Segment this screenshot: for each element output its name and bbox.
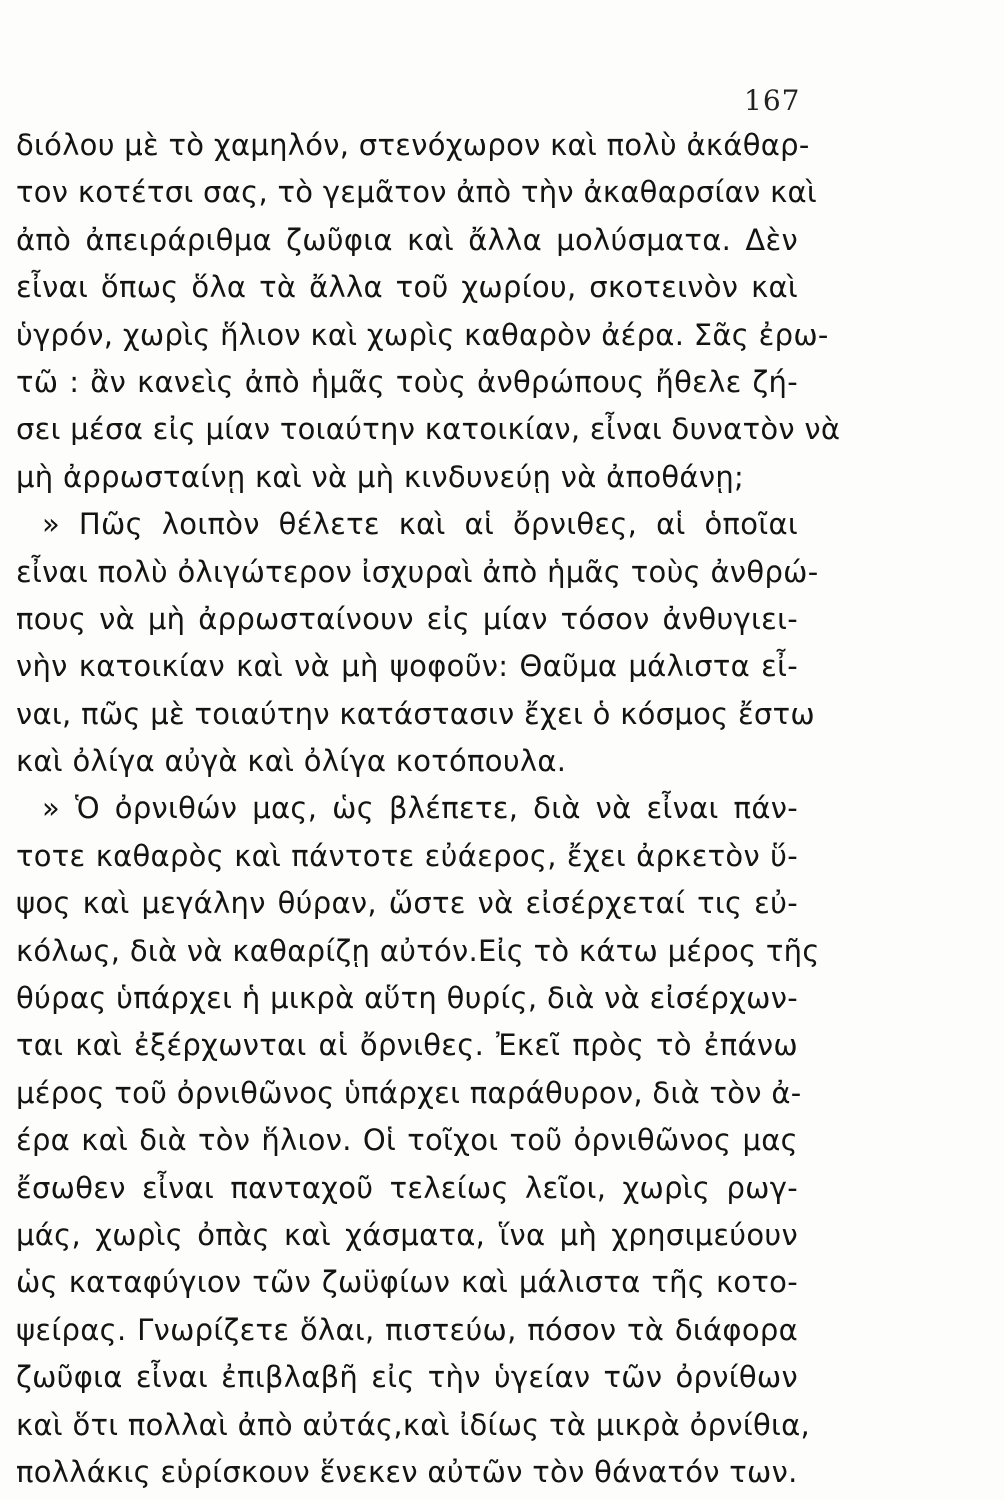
text-line: ται καὶ ἐξέρχωνται αἱ ὄρνιθες. Ἐκεῖ πρὸς τὸ ἐπάνω xyxy=(16,1028,798,1063)
text-line: ἔσωθεν εἶναι πανταχοῦ τελείως λεῖοι, χωρὶς ρωγ- xyxy=(16,1170,798,1205)
text-line: μάς, χωρὶς ὀπὰς καὶ χάσματα, ἵνα μὴ χρησιμεύουν xyxy=(16,1217,798,1252)
text-line: τον κοτέτσι σας, τὸ γεμᾶτον ἀπὸ τὴν ἀκαθαρσίαν καὶ xyxy=(16,175,817,210)
text-line: νὴν κατοικίαν καὶ νὰ μὴ ψοφοῦν: Θαῦμα μάλιστα εἶ- xyxy=(16,649,798,684)
text-line: ναι, πῶς μὲ τοιαύτην κατάστασιν ἔχει ὁ κόσμος ἔστω xyxy=(16,696,815,731)
text-line: » Πῶς λοιπὸν θέλετε καὶ αἱ ὄρνιθες, αἱ ὁποῖαι xyxy=(42,507,798,542)
text-line: ψείρας. Γνωρίζετε ὅλαι, πιστεύω, πόσον τὰ διάφορα xyxy=(16,1312,798,1347)
text-line: τῶ : ἂν κανεὶς ἀπὸ ἡμᾶς τοὺς ἀνθρώπους ἤθελε ζή- xyxy=(16,364,798,399)
text-line: » Ὁ ὀρνιθών μας, ὡς βλέπετε, διὰ νὰ εἶναι πάν- xyxy=(42,791,798,826)
text-line: τοτε καθαρὸς καὶ πάντοτε εὐάερος, ἔχει ἀρκετὸν ὕ- xyxy=(16,838,798,873)
text-line: καὶ ὅτι πολλαὶ ἀπὸ αὐτάς,καὶ ἰδίως τὰ μικρὰ ὀρνίθια, xyxy=(16,1407,811,1442)
text-line: εἶναι ὅπως ὅλα τὰ ἄλλα τοῦ χωρίου, σκοτεινὸν καὶ xyxy=(16,270,798,305)
body-text xyxy=(16,122,841,1496)
text-line: διόλου μὲ τὸ χαμηλόν, στενόχωρον καὶ πολὺ ἀκάθαρ- xyxy=(16,128,810,162)
page-number: 167 xyxy=(744,84,801,117)
text-line: ψος καὶ μεγάλην θύραν, ὥστε νὰ εἰσέρχεταί τις εὐ- xyxy=(16,886,798,921)
text-line: μέρος τοῦ ὀρνιθῶνος ὑπάρχει παράθυρον, διὰ τὸν ἀ- xyxy=(16,1075,802,1110)
text-line: ὡς καταφύγιον τῶν ζωϋφίων καὶ μάλιστα τῆς κοτο- xyxy=(16,1265,798,1300)
text-line: κόλως, διὰ νὰ καθαρίζῃ αὐτόν.Εἰς τὸ κάτω μέρος τῆς xyxy=(16,933,820,968)
text-line: ὑγρόν, χωρὶς ἥλιον καὶ χωρὶς καθαρὸν ἀέρα. Σᾶς ἐρω- xyxy=(16,317,829,352)
text-line: θύρας ὑπάρχει ἡ μικρὰ αὕτη θυρίς, διὰ νὰ εἰσέρχων- xyxy=(16,981,798,1016)
text-line: μὴ ἀρρωσταίνῃ καὶ νὰ μὴ κινδυνεύῃ νὰ ἀποθάνῃ; xyxy=(16,459,745,494)
text-line: ἀπὸ ἀπειράριθμα ζωῦφια καὶ ἄλλα μολύσματα. Δὲν xyxy=(16,222,798,257)
text-line: σει μέσα εἰς μίαν τοιαύτην κατοικίαν, εἶναι δυνατὸν νὰ xyxy=(16,412,841,447)
text-line: πολλάκις εὑρίσκουν ἕνεκεν αὐτῶν τὸν θάνατόν των. xyxy=(16,1454,798,1489)
text-line: καὶ ὀλίγα αὐγὰ καὶ ὀλίγα κοτόπουλα. xyxy=(16,744,567,779)
text-line: πους νὰ μὴ ἀρρωσταίνουν εἰς μίαν τόσον ἀνθυγιει- xyxy=(16,601,798,636)
text-line: εἶναι πολὺ ὀλιγώτερον ἰσχυραὶ ἀπὸ ἡμᾶς τοὺς ἀνθρώ- xyxy=(16,554,819,589)
text-line: έρα καὶ διὰ τὸν ἥλιον. Οἱ τοῖχοι τοῦ ὀρνιθῶνος μας xyxy=(16,1123,798,1158)
text-line: ζωῦφια εἶναι ἐπιβλαβῆ εἰς τὴν ὑγείαν τῶν ὀρνίθων xyxy=(16,1360,798,1395)
